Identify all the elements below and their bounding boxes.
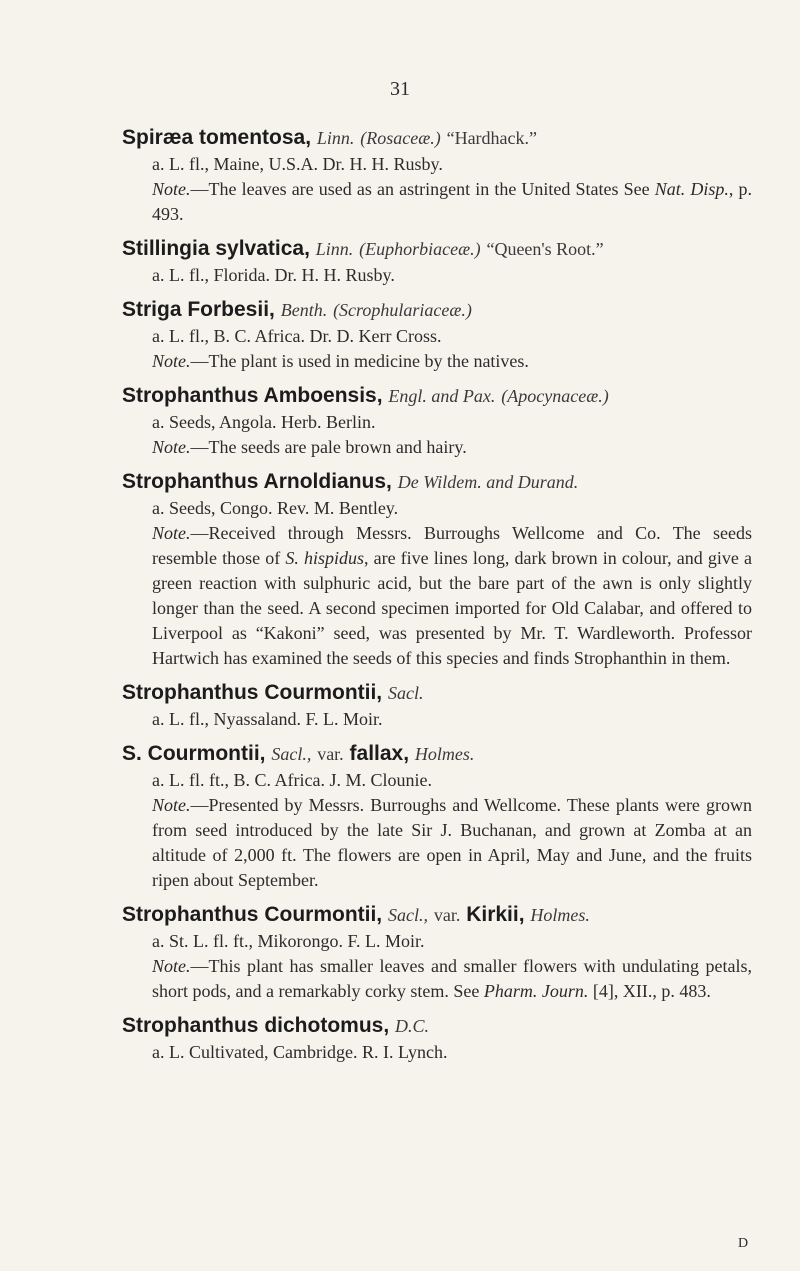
- variety-name: fallax,: [349, 742, 410, 765]
- entry-note: [122, 177, 752, 227]
- specimen-line: a. Seeds, Congo. Rev. M. Bentley.: [152, 498, 399, 518]
- entry-note: [122, 793, 752, 893]
- species-name: Strophanthus dichotomus,: [122, 1014, 390, 1037]
- entry-note: [122, 435, 752, 460]
- note-text: —This plant has smaller leaves and smaller flowers with undulating petals, short pods, and a remarkably corky stem. See: [152, 956, 752, 1001]
- species-entry: [122, 901, 752, 1004]
- species-name: Strophanthus Courmontii,: [122, 903, 383, 926]
- species-name: Striga Forbesii,: [122, 298, 275, 321]
- species-author: Sacl.: [388, 683, 424, 703]
- signature-mark: D: [738, 1236, 749, 1251]
- species-author: Sacl.,: [388, 905, 428, 925]
- variety-name: Kirkii,: [466, 903, 525, 926]
- specimen-line: a. L. fl., Maine, U.S.A. Dr. H. H. Rusby.: [152, 154, 443, 174]
- species-author: Linn.: [316, 128, 355, 148]
- variety-word: var.: [317, 744, 344, 764]
- species-author: Linn.: [315, 239, 354, 259]
- species-author: De Wildem. and Durand.: [397, 472, 579, 492]
- specimen-line: a. St. L. fl. ft., Mikorongo. F. L. Moir.: [152, 931, 425, 951]
- species-entry: [122, 124, 752, 227]
- note-label: Note.: [152, 179, 191, 199]
- note-reference: Pharm. Journ.: [483, 981, 589, 1001]
- species-name: Stillingia sylvatica,: [122, 237, 310, 260]
- entry-heading: [122, 296, 752, 324]
- family-name: (Euphorbiaceæ.): [359, 239, 481, 259]
- species-entries: [122, 124, 752, 1073]
- entry-heading: [122, 679, 752, 707]
- note-label: Note.: [152, 437, 191, 457]
- species-author: Sacl.,: [271, 744, 312, 764]
- specimen-line: a. Seeds, Angola. Herb. Berlin.: [152, 412, 376, 432]
- entry-note: [122, 521, 752, 671]
- specimen-line: a. L. fl., Nyassaland. F. L. Moir.: [152, 709, 383, 729]
- species-name: Strophanthus Arnoldianus,: [122, 470, 392, 493]
- note-text-end: , p. 493.: [152, 179, 753, 224]
- entry-note: [122, 349, 752, 374]
- species-author: Engl. and Pax.: [388, 386, 496, 406]
- note-label: Note.: [152, 956, 191, 976]
- species-entry: [122, 679, 752, 732]
- note-label: Note.: [152, 795, 191, 815]
- entry-heading: [122, 382, 752, 410]
- note-text: —The leaves are used as an astringent in the United States See: [190, 179, 655, 199]
- variety-author: Holmes.: [530, 905, 590, 925]
- species-name: S. Courmontii,: [122, 742, 266, 765]
- species-entry: [122, 468, 752, 671]
- entry-heading: [122, 468, 752, 496]
- family-name: (Scrophulariaceæ.): [333, 300, 472, 320]
- note-text: —The seeds are pale brown and hairy.: [190, 437, 467, 457]
- specimen-line: a. L. fl. ft., B. C. Africa. J. M. Clounie.: [152, 770, 432, 790]
- species-name: Strophanthus Amboensis,: [122, 384, 383, 407]
- note-label: Note.: [152, 523, 191, 543]
- note-text-end: , are five lines long, dark brown in colour, and give a green reaction with sulphuric acid, but the bare part of the awn is only slightly longer than the seed. A second specimen imported for Old Calabar, and offered to Liverpool as “Kakoni” seed, was presented by Mr. T. Wardleworth. Professor Hartwich has examined the seeds of this species and finds Strophanthin in them.: [152, 548, 752, 668]
- page-number: 31: [390, 78, 410, 100]
- specimen-line: a. L. fl., B. C. Africa. Dr. D. Kerr Cross.: [152, 326, 442, 346]
- note-text-end: [4], XII., p. 483.: [588, 981, 711, 1001]
- species-name: Spiræa tomentosa,: [122, 126, 312, 149]
- family-name: (Rosaceæ.): [360, 128, 441, 148]
- variety-word: var.: [433, 905, 461, 925]
- variety-author: Holmes.: [414, 744, 475, 764]
- note-reference: Nat. Disp.: [654, 179, 729, 199]
- note-reference: S. hispidus: [285, 548, 364, 568]
- species-entry: [122, 296, 752, 374]
- species-entry: [122, 235, 752, 288]
- common-name: “Queen's Root.”: [486, 239, 604, 259]
- family-name: (Apocynaceæ.): [501, 386, 609, 406]
- entry-heading: [122, 740, 752, 768]
- specimen-line: a. L. fl., Florida. Dr. H. H. Rusby.: [152, 265, 395, 285]
- species-author: Benth.: [280, 300, 328, 320]
- common-name: “Hardhack.”: [446, 128, 538, 148]
- entry-heading: [122, 124, 752, 152]
- note-label: Note.: [152, 351, 191, 371]
- species-author: D.C.: [395, 1016, 430, 1036]
- species-name: Strophanthus Courmontii,: [122, 681, 383, 704]
- entry-heading: [122, 235, 752, 263]
- note-text: —The plant is used in medicine by the natives.: [190, 351, 529, 371]
- specimen-line: a. L. Cultivated, Cambridge. R. I. Lynch.: [152, 1042, 448, 1062]
- note-text: —Received through Messrs. Burroughs Wellcome and Co. The seeds resemble those of: [152, 523, 752, 568]
- species-entry: [122, 740, 752, 893]
- species-entry: [122, 1012, 752, 1065]
- entry-heading: [122, 1012, 752, 1040]
- species-entry: [122, 382, 752, 460]
- note-text: —Presented by Messrs. Burroughs and Wellcome. These plants were grown from seed introduced by the late Sir J. Buchanan, and grown at Zomba at an altitude of 2,000 ft. The flowers are open in April, May and June, and the fruits ripen about September.: [152, 795, 752, 890]
- entry-note: [122, 954, 752, 1004]
- entry-heading: [122, 901, 752, 929]
